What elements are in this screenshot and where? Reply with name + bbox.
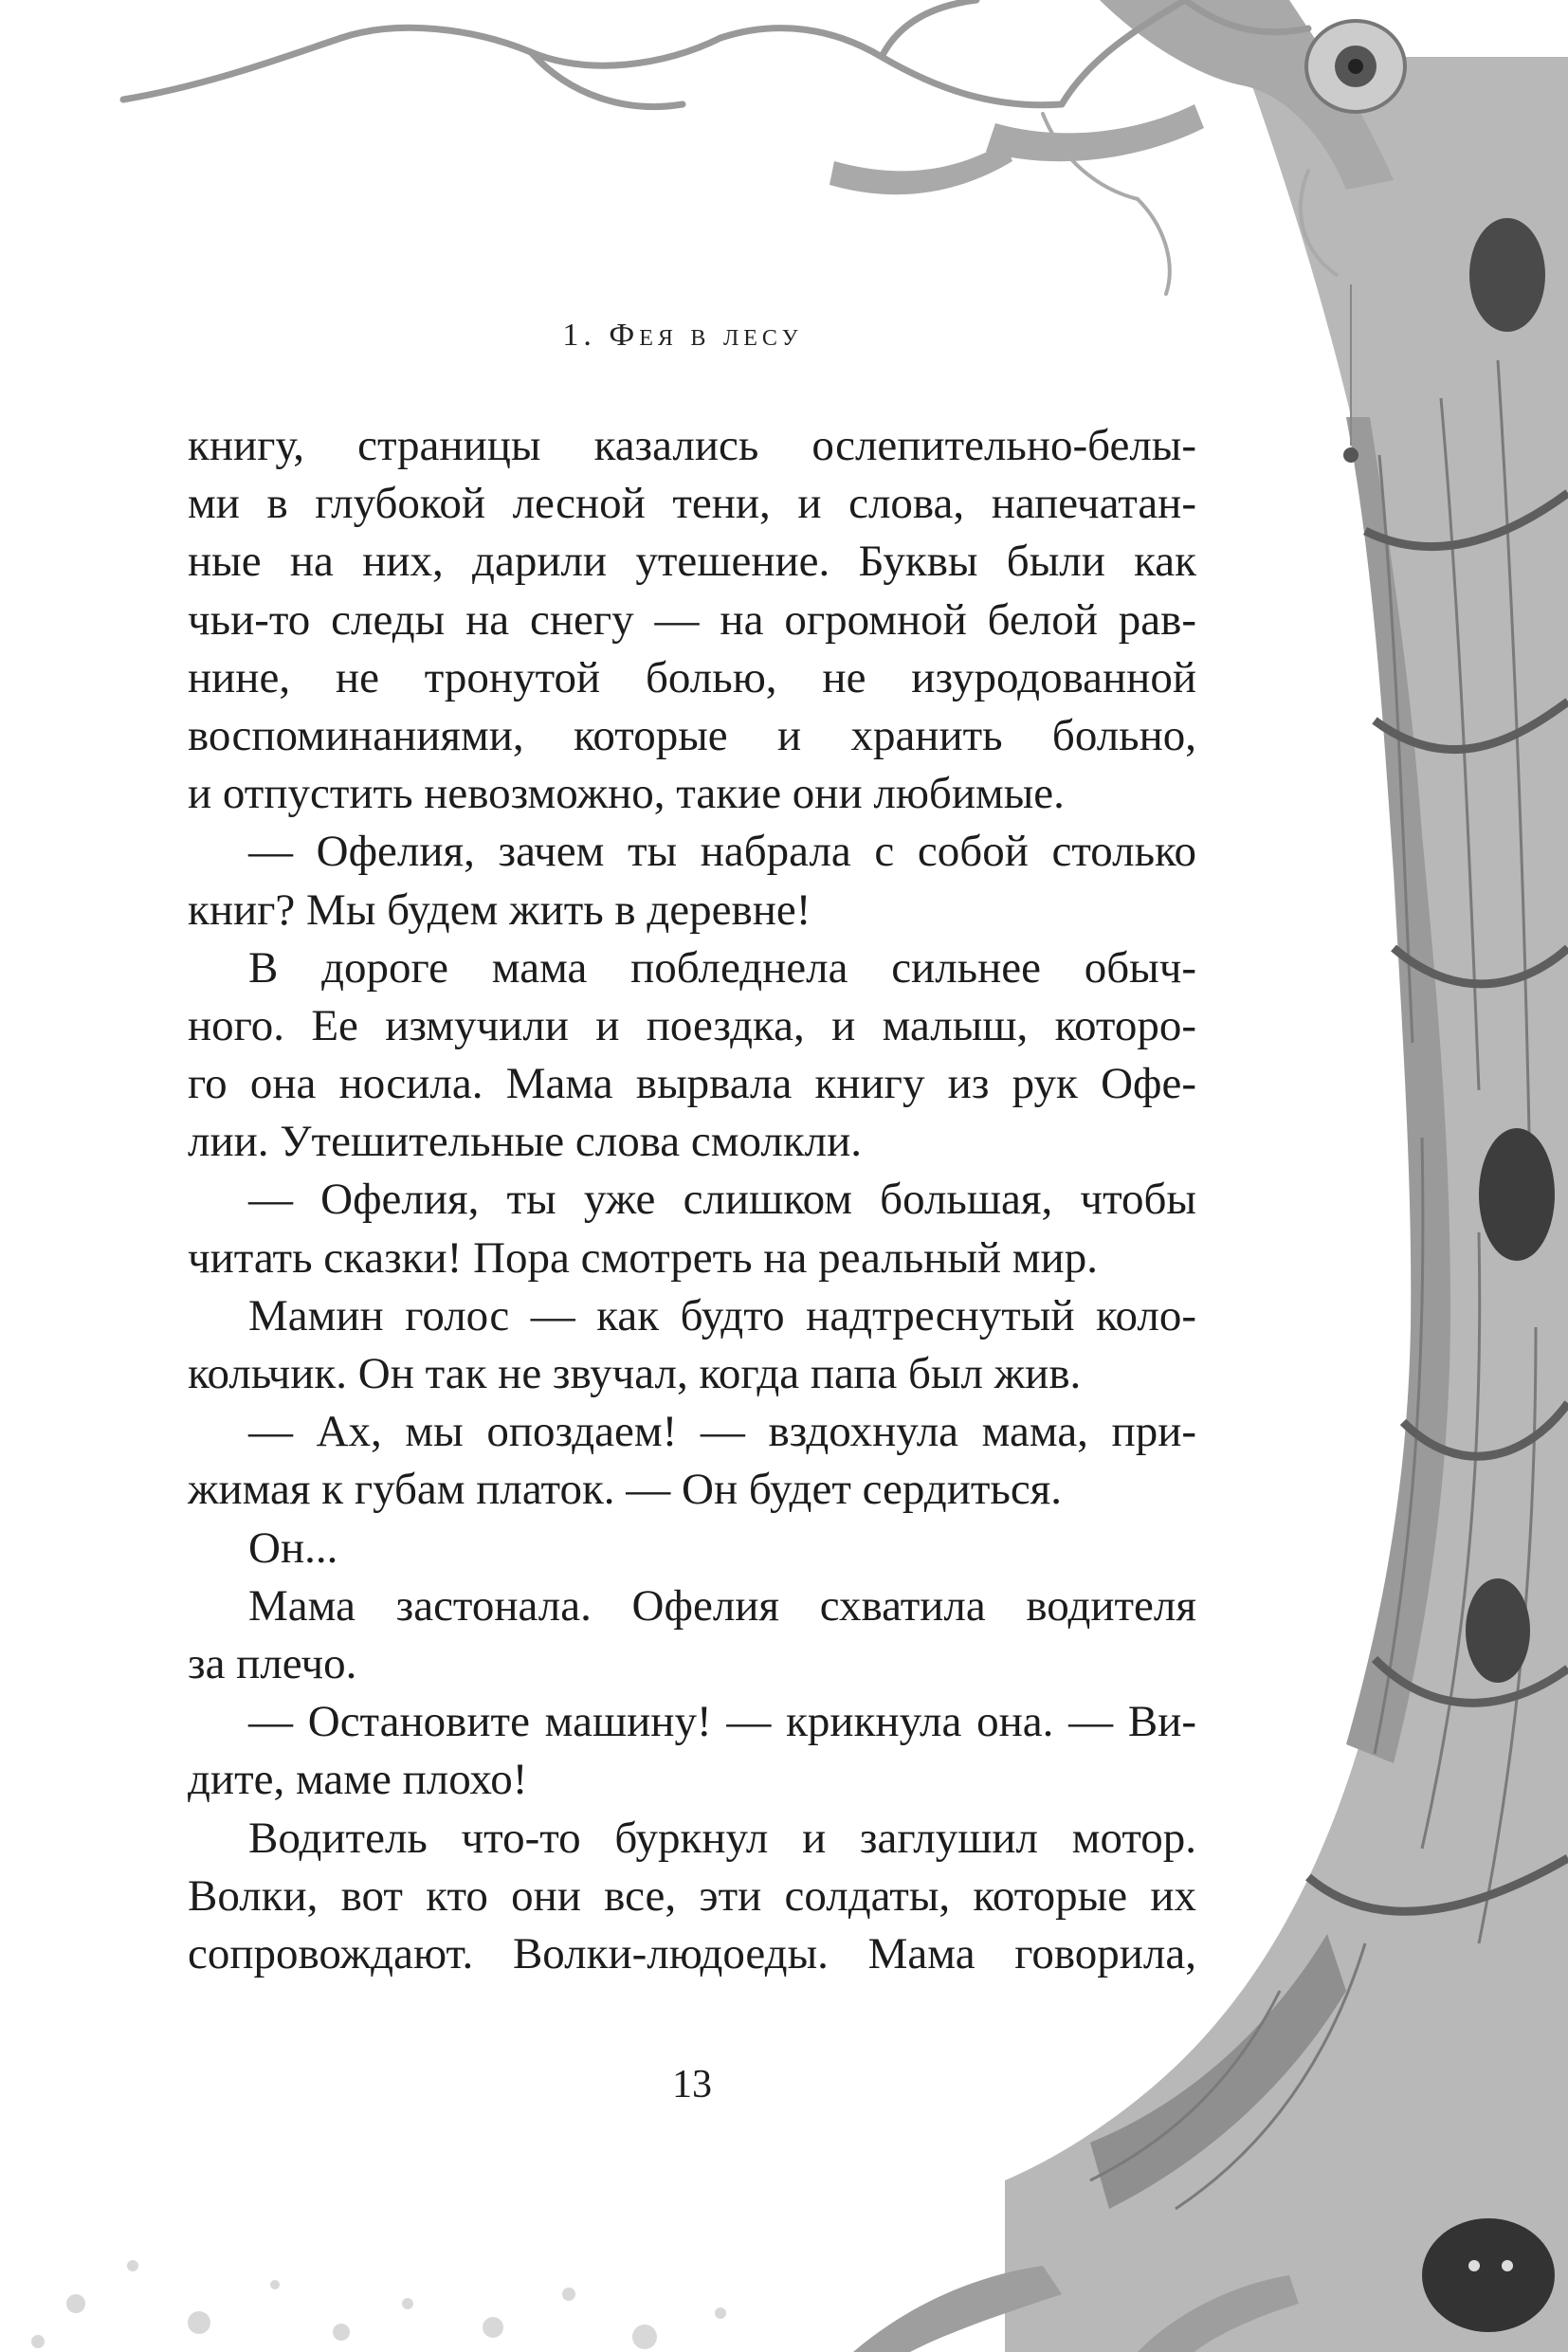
text-line: — Офелия, ты уже слишком большая, чтобы [248, 1175, 1196, 1225]
text-line: ми в глубокой лесной тени, и слова, напечатан- [188, 479, 1196, 529]
text-line: за плечо. [188, 1638, 357, 1688]
text-line: книг? Мы будем жить в деревне! [188, 884, 811, 935]
text-line: жимая к губам платок. — Он будет сердиться. [188, 1465, 1063, 1515]
text-line: ного. Ее измучили и поездка, и малыш, которо- [188, 1000, 1196, 1050]
text-line: нине, не тронутой болью, не изуродованной [188, 652, 1196, 702]
text-line: книгу, страницы казались ослепительно-белы- [188, 421, 1196, 470]
body-text [188, 417, 1196, 1983]
text-line: лии. Утешительные слова смолкли. [188, 1117, 863, 1167]
text-line: В дороге мама побледнела сильнее обыч- [248, 942, 1196, 993]
text-line: — Офелия, зачем ты набрала с собой столько [248, 827, 1196, 877]
text-line: го она носила. Мама вырвала книгу из рук Офе- [188, 1059, 1196, 1109]
text-line: чьи-то следы на снегу — на огромной белой рав- [188, 594, 1196, 645]
text-line: и отпустить невозможно, такие они любимые. [188, 769, 1065, 819]
text-line: Мама застонала. Офелия схватила водителя [248, 1580, 1196, 1631]
text-line: читать сказки! Пора смотреть на реальный мир. [188, 1232, 1098, 1283]
running-title: 1. Фея в лесу [562, 318, 803, 353]
text-line: Водитель что-то буркнул и заглушил мотор. [248, 1813, 1196, 1863]
page-number: 13 [672, 2063, 712, 2106]
text-line: ные на них, дарили утешение. Буквы были как [188, 537, 1196, 587]
text-line: — Ах, мы опоздаем! — вздохнула мама, при- [248, 1407, 1196, 1457]
text-line: сопровождают. Волки-людоеды. Мама говорила, [188, 1928, 1196, 1978]
text-line: кольчик. Он так не звучал, когда папа был жив. [188, 1349, 1082, 1398]
text-line: Мамин голос — как будто надтреснутый коло- [248, 1290, 1196, 1340]
text-line: Волки, вот кто они все, эти солдаты, которые их [188, 1870, 1196, 1921]
text-line: — Остановите машину! — крикнула она. — Ви- [248, 1697, 1196, 1747]
text-line: Он... [248, 1522, 338, 1573]
text-line: воспоминаниями, которые и хранить больно, [188, 710, 1196, 760]
text-line: дите, маме плохо! [188, 1755, 528, 1805]
